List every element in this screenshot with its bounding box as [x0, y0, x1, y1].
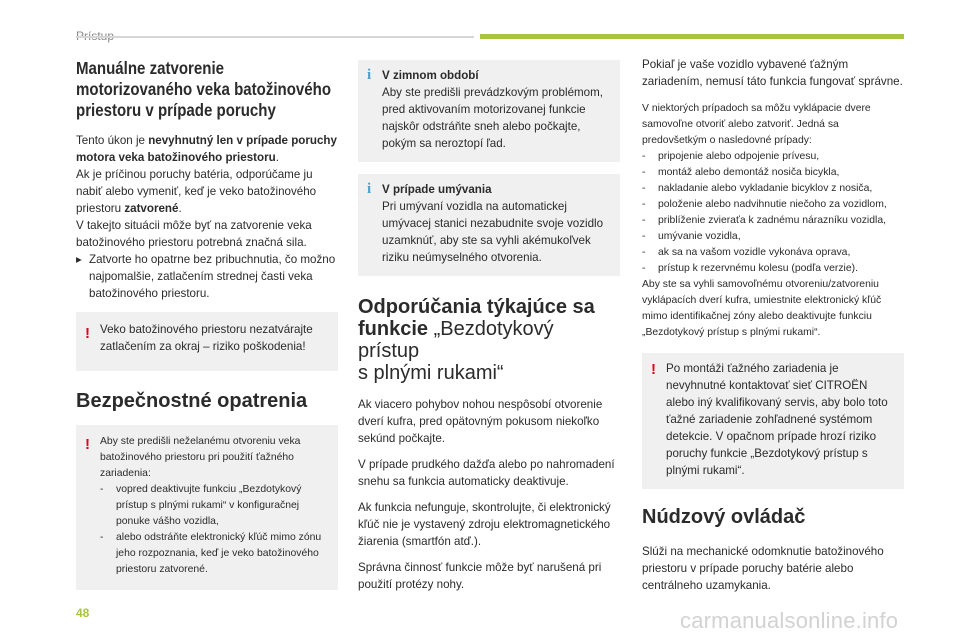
list-item: - pripojenie alebo odpojenie prívesu,	[642, 149, 904, 165]
list-item: - položenie alebo nadvihnutie niečoho za vozidlom,	[642, 197, 904, 213]
manual-close-title: Manuálne zatvorenie motorizovaného veka batožinového priestoru v prípade poruchy	[76, 58, 332, 120]
recommendation-paragraph: Ak funkcia nefunguje, skontrolujte, či elektronický kľúč nie je vystavený zdroju elektromagnetického žiarenia (smartfón atď.).	[358, 501, 611, 548]
list-item: - prístup k rezervnému kolesu (podľa verzie).	[642, 261, 904, 277]
towbar-paragraph: Pokiaľ je vaše vozidlo vybavené ťažným zariadením, nemusí táto funkcia fungovať správne.	[642, 58, 903, 88]
info-box-washing: i V prípade umývania Pri umývaní vozidla na automatickej umývacej stanici nezabudnite svoje vozidlo uzamknúť, aby ste sa vyhli akémukoľvek riziku neúmyselného otvorenia.	[358, 174, 620, 276]
page-number: 48	[76, 606, 90, 620]
safety-warning-box: ! Aby ste predišli neželanému otvoreniu veka batožinového priestoru pri použití ťažného zariadenia: - vopred deaktivujte funkciu „Bezdotykový prístup s plnými rukami“ v konfiguračnej ponuke vášho vozidla, - alebo odstráňte elektronický kľúč mimo zónu jeho rozpoznania, keď je veko batožinového priestoru zatvorené.	[76, 425, 338, 590]
step-item: ▸ Zatvorte ho opatrne bez pribuchnutia, čo možno najpomalšie, zatlačením strednej časti veka batožinového priestoru.	[76, 253, 336, 300]
list-item: - ak sa na vašom vozidle vykonáva oprava,	[642, 245, 904, 261]
list-item: - montáž alebo demontáž nosiča bicykla,	[642, 165, 904, 181]
recommendations-heading: Odporúčania týkajúce sa funkcie „Bezdotykový prístup s plnými rukami“	[358, 296, 595, 384]
recommendation-paragraph: Správna činnosť funkcie môže byť narušená pri použití protézy nohy.	[358, 561, 602, 591]
warning-box-towbar: ! Po montáži ťažného zariadenia je nevyhnutné kontaktovať sieť CITROËN alebo iný kvalifikovaný servis, aby bolo toto ťažné zariadenie zohľadnené systémom detekcie. V opačnom prípade hrozí riziko poruchy funkcie „Bezdotykový prístup s plnými rukami“.	[642, 353, 904, 489]
header-accent-bar	[480, 34, 904, 39]
manual-close-body	[76, 132, 338, 302]
column-middle	[358, 60, 620, 593]
cases-list	[642, 149, 904, 277]
list-item: - vopred deaktivujte funkciu „Bezdotykový prístup s plnými rukami“ v konfiguračnej ponuke vášho vozidla,	[100, 482, 330, 530]
intro-paragraph: Tento úkon je nevyhnutný len v prípade poruchy motora veka batožinového priestoru.	[76, 134, 337, 164]
avoid-paragraph: Aby ste sa vyhli samovoľnému otvoreniu/zatvoreniu vyklápacích dverí kufra, umiestnite elektronický kľúč mimo identifikačnej zóny alebo deaktivujte funkciu „Bezdotykový prístup s plnými rukami“.	[642, 279, 882, 338]
cases-intro: V niektorých prípadoch sa môžu vyklápacie dvere samovoľne otvoriť alebo zatvoriť. Jedná sa predovšetkým o nasledovné prípady:	[642, 103, 871, 146]
list-item: - nakladanie alebo vykladanie bicyklov z nosiča,	[642, 181, 904, 197]
column-left	[76, 56, 338, 590]
force-paragraph: V takejto situácii môže byť na zatvorenie veka batožinového priestoru potrebná značná sila.	[76, 219, 312, 249]
emergency-paragraph: Slúži na mechanické odomknutie batožinového priestoru v prípade poruchy batérie alebo centrálneho uzamykania.	[642, 545, 884, 592]
recommendation-paragraph: V prípade prudkého dažďa alebo po nahromadení snehu sa funkcia automaticky deaktivuje.	[358, 458, 615, 488]
header-divider	[76, 36, 474, 38]
safety-heading: Bezpečnostné opatrenia	[76, 390, 308, 412]
info-icon: i	[367, 67, 372, 83]
list-item: - umývanie vozidla,	[642, 229, 904, 245]
column-right	[642, 56, 904, 594]
warning-icon: !	[651, 361, 656, 378]
info-icon: i	[367, 181, 372, 197]
safety-list	[100, 482, 330, 578]
list-item: - priblíženie zvieraťa k zadnému nárazníku vozidla,	[642, 213, 904, 229]
list-item: - alebo odstráňte elektronický kľúč mimo zónu jeho rozpoznania, keď je veko batožinového priestoru zatvorené.	[100, 530, 330, 578]
battery-paragraph: Ak je príčinou poruchy batéria, odporúčame ju nabiť alebo vymeniť, keď je veko batožinového priestoru zatvorené.	[76, 168, 317, 215]
warning-icon: !	[85, 325, 90, 342]
info-box-winter: i V zimnom období Aby ste predišli prevádzkovým problémom, pred aktivovaním motorizovanej funkcie najskôr odstráňte sneh alebo počkajte, pokým sa neroztopí ľad.	[358, 60, 620, 162]
warning-icon: !	[85, 436, 90, 453]
warning-box-edge: ! Veko batožinového priestoru nezatvárajte zatlačením za okraj – riziko poškodenia!	[76, 312, 338, 371]
watermark: carmanualsonline.info	[680, 608, 899, 633]
recommendation-paragraph: Ak viacero pohybov nohou nespôsobí otvorenie dverí kufra, pred opätovným pokusom niekoľko sekúnd počkajte.	[358, 398, 603, 445]
emergency-heading: Núdzový ovládač	[642, 506, 806, 528]
step-arrow-icon: ▸	[76, 253, 82, 266]
